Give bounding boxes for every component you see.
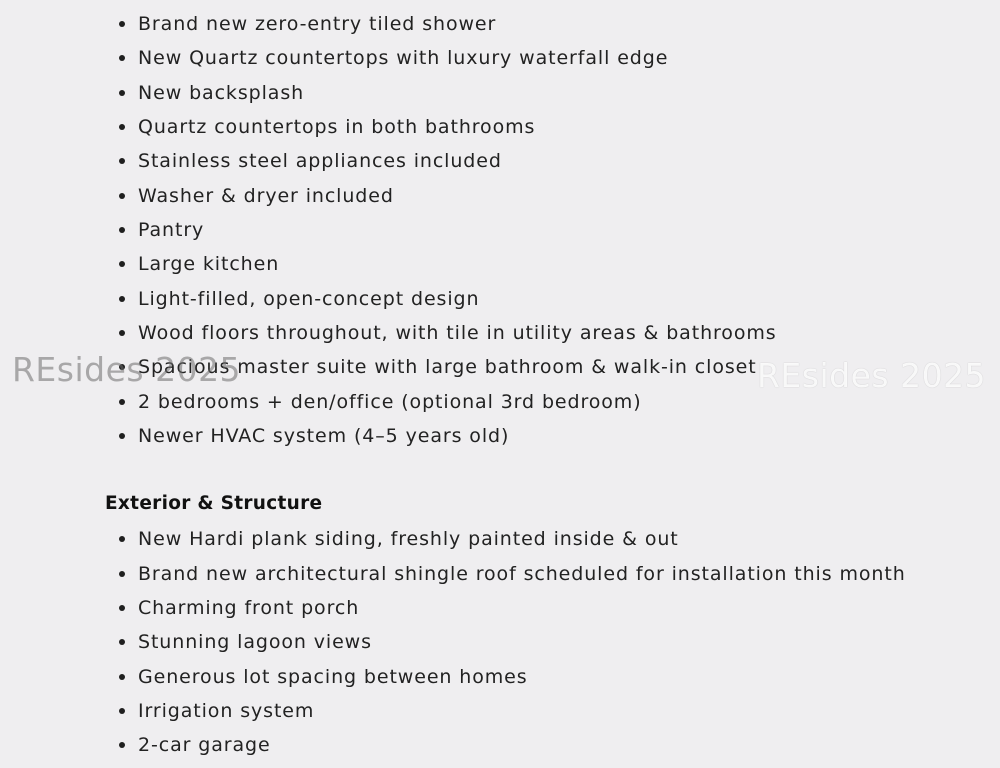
list-item-text: Generous lot spacing between homes [138, 666, 528, 688]
bullet-icon [119, 158, 125, 164]
bullet-icon [119, 399, 125, 405]
section-heading-exterior: Exterior & Structure [105, 493, 323, 514]
bullet-icon [119, 433, 125, 439]
bullet-icon [119, 261, 125, 267]
bullet-icon [119, 227, 125, 233]
bullet-icon [119, 605, 125, 611]
watermark-right: REsides 2025 [757, 356, 987, 395]
bullet-icon [119, 330, 125, 336]
list-item-text: Newer HVAC system (4–5 years old) [138, 425, 510, 447]
bullet-icon [119, 90, 125, 96]
list-item-text: New backsplash [138, 82, 305, 104]
list-item-text: Washer & dryer included [138, 185, 394, 207]
list-item-text: 2 bedrooms + den/office (optional 3rd bedroom) [138, 391, 642, 413]
list-item-text: New Quartz countertops with luxury waterfall edge [138, 47, 669, 69]
list-item-text: Charming front porch [138, 597, 360, 619]
bullet-icon [119, 742, 125, 748]
list-item-text: Spacious master suite with large bathroom & walk-in closet [138, 356, 757, 378]
list-item-text: 2-car garage [138, 734, 271, 756]
list-item-text: Brand new architectural shingle roof scheduled for installation this month [138, 563, 906, 585]
bullet-icon [119, 21, 125, 27]
bullet-icon [119, 296, 125, 302]
list-item-text: Wood floors throughout, with tile in utility areas & bathrooms [138, 322, 777, 344]
list-item-text: Light-filled, open-concept design [138, 288, 480, 310]
list-item-text: Stainless steel appliances included [138, 150, 502, 172]
bullet-icon [119, 193, 125, 199]
bullet-icon [119, 364, 125, 370]
bullet-icon [119, 571, 125, 577]
bullet-icon [119, 674, 125, 680]
list-item-text: Brand new zero-entry tiled shower [138, 13, 497, 35]
watermark-left: REsides 2025 [12, 350, 242, 389]
bullet-icon [119, 124, 125, 130]
bullet-icon [119, 639, 125, 645]
list-item-text: Pantry [138, 219, 205, 241]
bullet-icon [119, 55, 125, 61]
list-item-text: Irrigation system [138, 700, 315, 722]
list-item-text: Quartz countertops in both bathrooms [138, 116, 536, 138]
list-item-text: Large kitchen [138, 253, 280, 275]
list-item-text: Stunning lagoon views [138, 631, 372, 653]
bullet-icon [119, 536, 125, 542]
list-item-text: New Hardi plank siding, freshly painted inside & out [138, 528, 679, 550]
bullet-icon [119, 708, 125, 714]
